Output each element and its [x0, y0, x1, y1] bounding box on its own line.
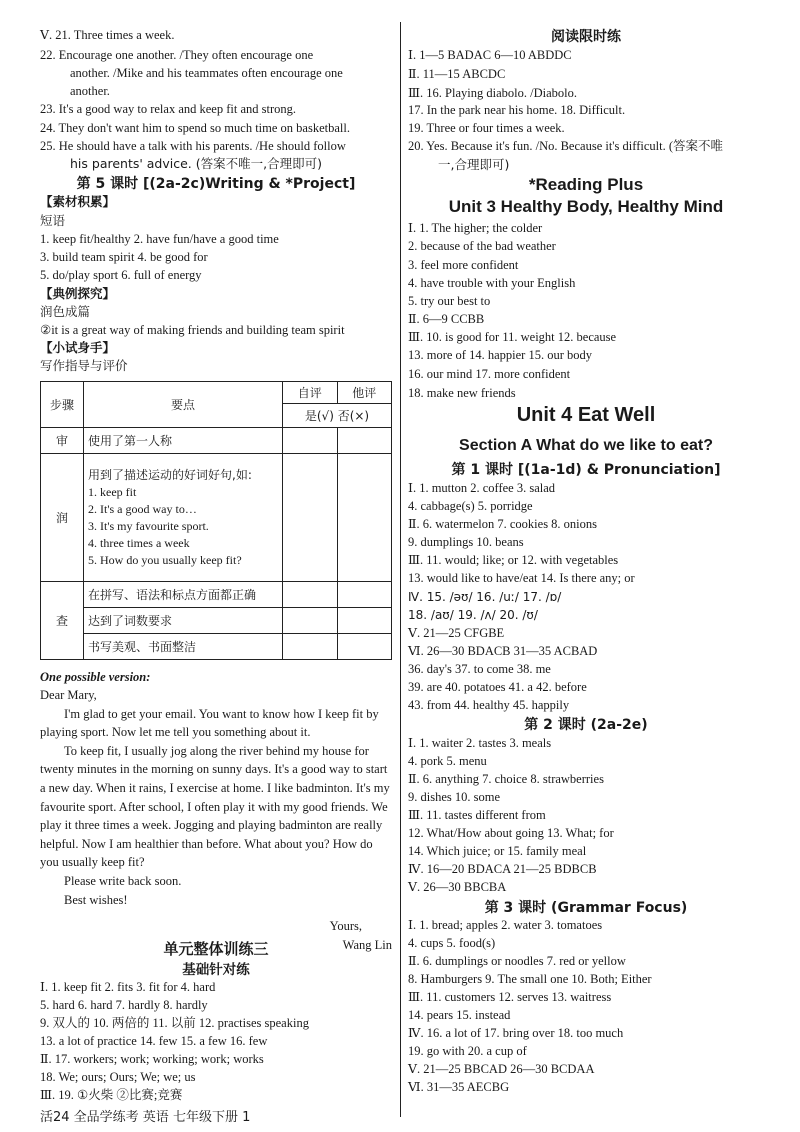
answer-line: Ⅰ. 1. bread; apples 2. water 3. tomatoes: [408, 918, 603, 932]
answer-line: Ⅳ. 16—20 BDACA 21—25 BDBCB: [408, 862, 597, 876]
self-eval-cell: [283, 582, 338, 608]
step-point-item: 1. keep fit: [88, 484, 137, 499]
reading-plus-title: *Reading Plus: [528, 175, 644, 194]
answer-line: 19. Three or four times a week.: [408, 121, 565, 135]
page-footer: 活24 全品学练考 英语 七年级下册 1: [40, 1110, 251, 1125]
answer-line: 20. Yes. Because it's fun. /No. Because it's difficult. (答案不唯: [408, 139, 724, 153]
answer-line: 5. hard 6. hard 7. hardly 8. hardly: [40, 998, 208, 1012]
polish-text: ②it is a great way of making friends and building team spirit: [40, 323, 345, 337]
phrases-label: 短语: [40, 213, 66, 228]
phrase-line: 1. keep fit/healthy 2. have fun/have a good time: [40, 232, 279, 246]
step-point-item: 4. three times a week: [88, 535, 190, 550]
answer-line: 23. It's a good way to relax and keep fit and strong.: [40, 102, 297, 116]
step-point: 使用了第一人称: [84, 428, 283, 454]
step-point-item: 3. It's my favourite sport.: [88, 518, 209, 533]
answer-line: 13. a lot of practice 14. few 15. a few 16. few: [40, 1034, 268, 1048]
answer-line: 一,合理即可): [438, 157, 510, 172]
answer-line: 14. pears 15. instead: [408, 1008, 511, 1022]
answer-line: Ⅰ. 1. mutton 2. coffee 3. salad: [408, 481, 556, 495]
answer-line: Ⅵ. 26—30 BDACB 31—35 ACBAD: [408, 644, 598, 658]
step-point-list: [84, 454, 283, 582]
answer-line: 4. cups 5. food(s): [408, 936, 496, 950]
answer-line: 9. dishes 10. some: [408, 790, 501, 804]
answer-line: Ⅳ. 16. a lot of 17. bring over 18. too much: [408, 1026, 624, 1040]
answer-line: 19. go with 20. a cup of: [408, 1044, 527, 1058]
other-eval-cell: [337, 608, 392, 634]
answer-line: 5. try our best to: [408, 294, 491, 308]
self-eval-cell: [283, 454, 338, 582]
unit4-title: Unit 4 Eat Well: [516, 404, 656, 426]
unit3-title: Unit 3 Healthy Body, Healthy Mind: [448, 197, 724, 216]
answer-line: Ⅱ. 6. anything 7. choice 8. strawberries: [408, 772, 604, 786]
answer-line: Ⅲ. 19. ①火柴 ②比赛;竞赛: [40, 1088, 183, 1102]
answer-line: Ⅴ. 21. Three times a week.: [40, 28, 175, 42]
answer-line: 25. He should have a talk with his parents. /He should follow: [40, 139, 346, 153]
polish-label: 润色成篇: [40, 304, 91, 319]
answer-line: Ⅴ. 26—30 BBCBA: [408, 880, 507, 894]
step-point-item: 2. It's a good way to…: [88, 501, 197, 516]
lesson-2-title: 第 2 课时 (2a-2e): [524, 717, 648, 733]
header-other: 他评: [337, 382, 392, 404]
phrase-line: 3. build team spirit 4. be good for: [40, 250, 208, 264]
answer-line: Ⅳ. 15. /əʊ/ 16. /uː/ 17. /ɒ/: [408, 590, 562, 604]
sample-letter: [40, 686, 392, 954]
answer-line: another. /Mike and his teammates often encourage one: [70, 66, 343, 80]
answer-line: Ⅰ. 1. waiter 2. tastes 3. meals: [408, 736, 552, 750]
header-yesno: 是(√) 否(×): [283, 404, 392, 428]
letter-signature: Wang Lin: [342, 937, 392, 952]
answer-line: Ⅱ. 11—15 ABCDC: [408, 67, 506, 81]
letter-greeting: Dear Mary,: [40, 688, 97, 702]
lesson-5-title: 第 5 课时 [(2a-2c)Writing & *Project]: [76, 176, 356, 192]
step-label: 审: [41, 428, 84, 454]
letter-paragraph: To keep fit, I usually jog along the river behind my house for twenty minutes in the morning on sunny days. It's a good way to start a new day. When it rains, I exercise at home. I like badminton. It's my favourite sport. After school, I often play it with my good friends. We play it three times a week. Jogging and playing badminton are really helpful. Now I am healthier than before. What about you? How do you usually keep fit?: [40, 743, 390, 870]
answer-line: Ⅱ. 6. dumplings or noodles 7. red or yellow: [408, 954, 626, 968]
answer-line: 36. day's 37. to come 38. me: [408, 662, 551, 676]
answer-line: Ⅰ. 1—5 BADAC 6—10 ABDDC: [408, 48, 572, 62]
answer-line: Ⅲ. 11. customers 12. serves 13. waitress: [408, 990, 612, 1004]
answer-line: 8. Hamburgers 9. The small one 10. Both; Either: [408, 972, 652, 986]
answer-line: 4. pork 5. menu: [408, 754, 487, 768]
answer-line: Ⅲ. 10. is good for 11. weight 12. because: [408, 330, 617, 344]
answer-line: 22. Encourage one another. /They often encourage one: [40, 48, 314, 62]
step-label: 查: [41, 582, 84, 660]
answer-line: 9. 双人的 10. 两倍的 11. 以前 12. practises speaking: [40, 1016, 309, 1030]
answer-line: another.: [70, 84, 110, 98]
self-eval-cell: [283, 634, 338, 660]
self-eval-cell: [283, 428, 338, 454]
answer-line: 13. would like to have/eat 14. Is there any; or: [408, 571, 635, 585]
column-divider: [400, 22, 401, 1117]
version-label: One possible version:: [40, 670, 151, 684]
guide-label: 写作指导与评价: [40, 358, 128, 373]
answer-line: 13. more of 14. happier 15. our body: [408, 348, 592, 362]
header-step: 步骤: [41, 382, 84, 428]
lesson-3-title: 第 3 课时 (Grammar Focus): [484, 900, 688, 916]
other-eval-cell: [337, 582, 392, 608]
other-eval-cell: [337, 428, 392, 454]
answer-line: Ⅵ. 31—35 AECBG: [408, 1080, 510, 1094]
answer-line: Ⅴ. 21—25 BBCAD 26—30 BCDAA: [408, 1062, 595, 1076]
answer-line: Ⅲ. 11. tastes different from: [408, 808, 546, 822]
answer-line: Ⅲ. 11. would; like; or 12. with vegetables: [408, 553, 619, 567]
answer-line: Ⅲ. 16. Playing diabolo. /Diabolo.: [408, 86, 577, 100]
step-point: 在拼写、语法和标点方面都正确: [84, 582, 283, 608]
section-a-title: Section A What do we like to eat?: [459, 437, 713, 454]
step-label: 润: [41, 454, 84, 582]
answer-line: 18. We; ours; Ours; We; we; us: [40, 1070, 196, 1084]
trial-label: 【小试身手】: [40, 340, 116, 355]
basic-practice-title: 基础针对练: [182, 962, 250, 978]
answer-line: 3. feel more confident: [408, 258, 519, 272]
reading-title: 阅读限时练: [551, 29, 621, 45]
answer-line: Ⅱ. 6. watermelon 7. cookies 8. onions: [408, 517, 598, 531]
answer-line: Ⅰ. 1. The higher; the colder: [408, 221, 543, 235]
answer-line: 4. have trouble with your English: [408, 276, 576, 290]
header-points: 要点: [84, 382, 283, 428]
step-point-intro: 用到了描述运动的好词好句,如:: [88, 467, 252, 482]
answer-line: 17. In the park near his home. 18. Difficult.: [408, 103, 626, 117]
header-self: 自评: [283, 382, 338, 404]
letter-closing: Yours,: [329, 919, 362, 934]
step-point: 书写美观、书面整洁: [84, 634, 283, 660]
answer-line: 4. cabbage(s) 5. porridge: [408, 499, 533, 513]
answer-line: 43. from 44. healthy 45. happily: [408, 698, 570, 712]
letter-paragraph: I'm glad to get your email. You want to know how I keep fit by playing sport. Now let me tell you something about it.: [40, 706, 379, 740]
step-point: 达到了词数要求: [84, 608, 283, 634]
other-eval-cell: [337, 634, 392, 660]
answer-line: Ⅴ. 21—25 CFGBE: [408, 626, 505, 640]
answer-line: 18. make new friends: [408, 386, 516, 400]
material-label: 【素材积累】: [40, 194, 116, 209]
example-label: 【典例探究】: [40, 286, 116, 301]
answer-line: 39. are 40. potatoes 41. a 42. before: [408, 680, 587, 694]
unit-test-title: 单元整体训练三: [163, 940, 269, 958]
answer-line: 12. What/How about going 13. What; for: [408, 826, 614, 840]
answer-line: Ⅱ. 17. workers; work; working; work; works: [40, 1052, 264, 1066]
answer-line: 9. dumplings 10. beans: [408, 535, 524, 549]
answer-line: 16. our mind 17. more confident: [408, 367, 571, 381]
letter-paragraph: Please write back soon.: [64, 873, 182, 888]
answer-line: Ⅱ. 6—9 CCBB: [408, 312, 485, 326]
step-point-item: 5. How do you usually keep fit?: [88, 552, 242, 567]
self-eval-cell: [283, 608, 338, 634]
lesson-1-title: 第 1 课时 [(1a-1d) & Pronunciation]: [451, 462, 721, 478]
answer-line: 14. Which juice; or 15. family meal: [408, 844, 587, 858]
other-eval-cell: [337, 454, 392, 582]
answer-line: 24. They don't want him to spend so much time on basketball.: [40, 121, 350, 135]
answer-line: 18. /aʊ/ 19. /ʌ/ 20. /ʊ/: [408, 608, 538, 622]
answer-line: Ⅰ. 1. keep fit 2. fits 3. fit for 4. hard: [40, 980, 216, 994]
phrase-line: 5. do/play sport 6. full of energy: [40, 268, 202, 282]
evaluation-table: [40, 381, 392, 660]
letter-paragraph: Best wishes!: [64, 892, 128, 907]
answer-line: his parents' advice. (答案不唯一,合理即可): [70, 156, 322, 171]
answer-line: 2. because of the bad weather: [408, 239, 556, 253]
